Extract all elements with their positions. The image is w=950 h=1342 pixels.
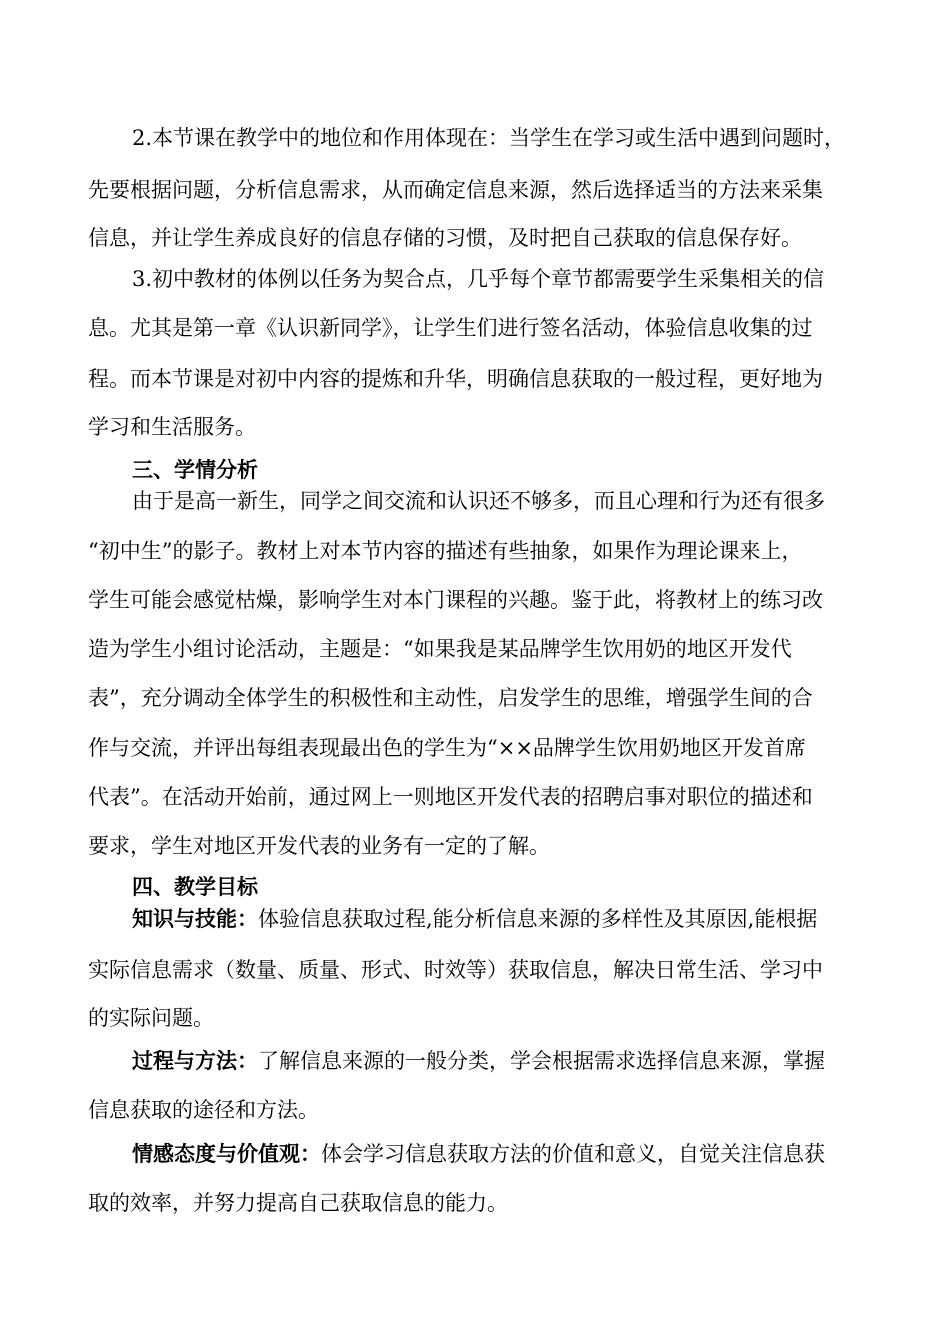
paragraph-4-line-4: 造为学生小组讨论活动，主题是：“如果我是某品牌学生饮用奶的地区开发代: [88, 637, 792, 661]
section-heading-teaching-goals: 四、教学目标: [132, 875, 258, 899]
paragraph-4-line-3: 学生可能会感觉枯燥，影响学生对本门课程的兴趣。鉴于此，将教材上的练习改: [88, 588, 823, 612]
paragraph-4-line-7: 代表”。在活动开始前，通过网上一则地区开发代表的招聘启事对职位的描述和: [88, 785, 813, 809]
paragraph-4-line-1: 由于是高一新生，同学之间交流和认识还不够多，而且心理和行为还有很多: [132, 489, 825, 513]
paragraph-3-line-1: 3.初中教材的体例以任务为契合点，几乎每个章节都需要学生采集相关的信: [132, 267, 825, 291]
goal-knowledge-line-1: [132, 904, 868, 934]
goal-knowledge-label: 知识与技能：: [132, 906, 258, 931]
goal-knowledge-line-2: 实际信息需求（数量、质量、形式、时效等）获取信息，解决日常生活、学习中: [88, 958, 823, 982]
paragraph-4-line-8: 要求，学生对地区开发代表的业务有一定的了解。: [88, 834, 550, 858]
goal-emotion-line-1: [132, 1139, 868, 1169]
paragraph-3-line-4: 学习和生活服务。: [88, 415, 256, 439]
paragraph-3-line-3: 程。而本节课是对初中内容的提炼和升华，明确信息获取的一般过程，更好地为: [88, 367, 823, 391]
goal-process-text: 了解信息来源的一般分类，学会根据需求选择信息来源，掌握: [258, 1049, 825, 1073]
paragraph-2-line-1: 2.本节课在教学中的地位和作用体现在：当学生在学习或生活中遇到问题时，: [132, 126, 846, 150]
goal-process-line-2: 信息获取的途径和方法。: [88, 1098, 319, 1122]
goal-process-line-1: [132, 1046, 868, 1076]
goal-emotion-line-2: 取的效率，并努力提高自己获取信息的能力。: [88, 1191, 508, 1215]
goal-emotion-label: 情感态度与价值观：: [132, 1141, 321, 1166]
paragraph-2-line-3: 信息，并让学生养成良好的信息存储的习惯，及时把自己获取的信息保存好。: [88, 226, 802, 250]
goal-knowledge-line-3: 的实际问题。: [88, 1006, 214, 1030]
paragraph-3-line-2: 息。尤其是第一章《认识新同学》，让学生们进行签名活动，体验信息收集的过: [88, 316, 813, 340]
paragraph-4-line-6: 作与交流，并评出每组表现最出色的学生为“××品牌学生饮用奶地区开发首席: [88, 736, 806, 760]
section-heading-student-analysis: 三、学情分析: [132, 458, 258, 482]
paragraph-2-line-2: 先要根据问题，分析信息需求，从而确定信息来源，然后选择适当的方法来采集: [88, 178, 823, 202]
paragraph-4-line-5: 表”，充分调动全体学生的积极性和主动性，启发学生的思维，增强学生间的合: [88, 686, 813, 710]
goal-emotion-text: 体会学习信息获取方法的价值和意义，自觉关注信息获: [321, 1142, 825, 1166]
goal-knowledge-text: 体验信息获取过程,能分析信息来源的多样性及其原因,能根据: [258, 907, 818, 931]
goal-process-label: 过程与方法：: [132, 1048, 258, 1073]
paragraph-4-line-2: “初中生”的影子。教材上对本节内容的描述有些抽象，如果作为理论课来上，: [88, 539, 803, 563]
